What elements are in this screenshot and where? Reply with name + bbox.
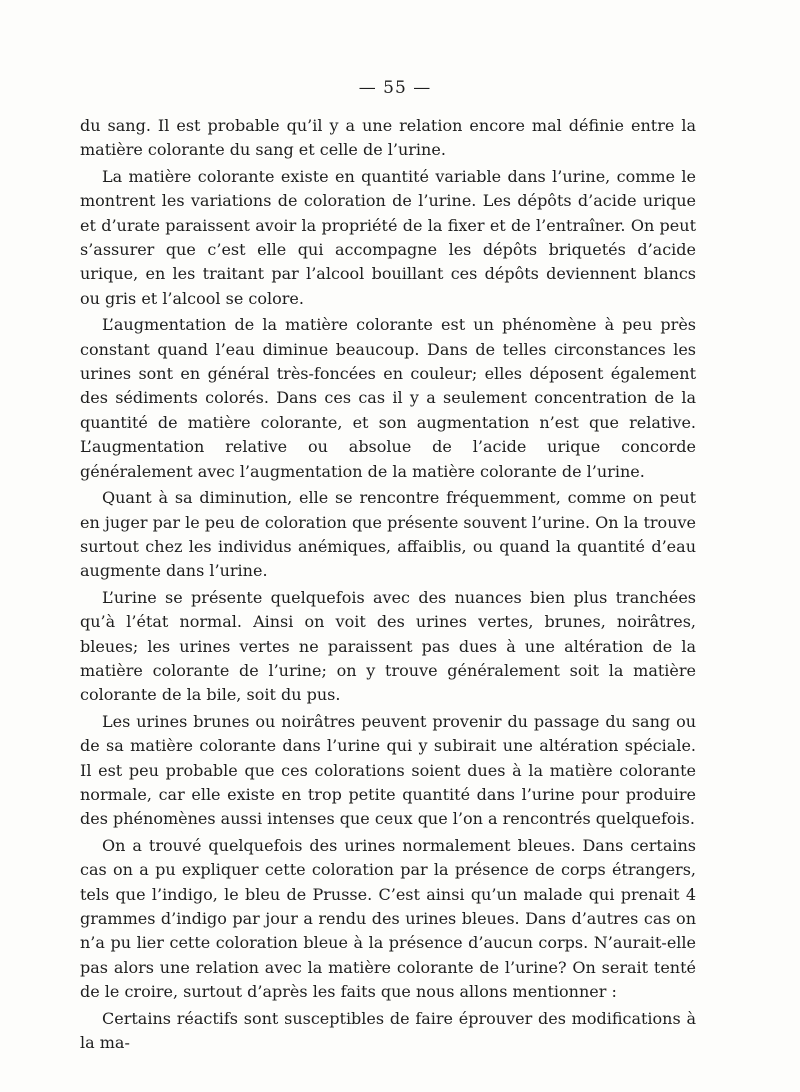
paragraph-2: La matière colorante existe en quantité variable dans l’urine, comme le montrent les variations de coloration de l’urine. Les dépôts d’acide urique et d’urate paraissent avoir la propriété de la fixer et de l’entraîner. On peut s’assurer que c’est elle qui accompagne les dépôts briquetés d’acide urique, en les traitant par l’alcool bouillant ces dépôts deviennent blancs ou gris et l’alcool se colore. <box>80 166 696 308</box>
paragraph-4: Quant à sa diminution, elle se rencontre fréquemment, comme on peut en juger par le peu de coloration que présente souvent l’urine. On la trouve surtout chez les individus anémiques, affaiblis, ou quand la quantité d’eau augmente dans l’urine. <box>80 488 696 581</box>
paragraph-6: Les urines brunes ou noirâtres peuvent provenir du passage du sang ou de sa matière colorante dans l’urine qui y subirait une altération spéciale. Il est peu probable que ces colorations soient dues à la matière colorante normale, car elle existe en trop petite quantité dans l’urine pour produire des phénomènes aussi intenses que ceux que l’on a rencontrés quelquefois. <box>80 711 696 829</box>
paragraph-3: L’augmentation de la matière colorante est un phénomène à peu près constant quand l’eau diminue beaucoup. Dans de telles circonstances les urines sont en général très-foncées en couleur; elles déposent également des sédiments colorés. Dans ces cas il y a seulement concentration de la quantité de matière colorante, et son augmentation n’est que relative. L’augmentation relative ou absolue de l’acide urique concorde généralement avec l’augmentation de la matière colorante de l’urine. <box>80 315 696 481</box>
body-text <box>80 114 696 1057</box>
paragraph-8: Certains réactifs sont susceptibles de faire éprouver des modifications à la ma- <box>80 1008 696 1053</box>
paragraph-5: L’urine se présente quelquefois avec des nuances bien plus tranchées qu’à l’état normal. Ainsi on voit des urines vertes, brunes, noirâtres, bleues; les urines vertes ne paraissent pas dues à une altération de la matière colorante de l’urine; on y trouve généralement soit la matière colorante de la bile, soit du pus. <box>80 587 696 705</box>
paragraph-1: du sang. Il est probable qu’il y a une relation encore mal définie entre la matière colorante du sang et celle de l’urine. <box>80 116 696 160</box>
paragraph-7: On a trouvé quelquefois des urines normalement bleues. Dans certains cas on a pu expliquer cette coloration par la présence de corps étrangers, tels que l’indigo, le bleu de Prusse. C’est ainsi qu’un malade qui prenait 4 grammes d’indigo par jour a rendu des urines bleues. Dans d’autres cas on n’a pu lier cette coloration bleue à la présence d’aucun corps. N’aurait-elle pas alors une relation avec la matière colorante de l’urine? On serait tenté de le croire, surtout d’après les faits que nous allons mentionner : <box>80 835 696 1002</box>
page-number: — 55 — <box>358 78 432 98</box>
